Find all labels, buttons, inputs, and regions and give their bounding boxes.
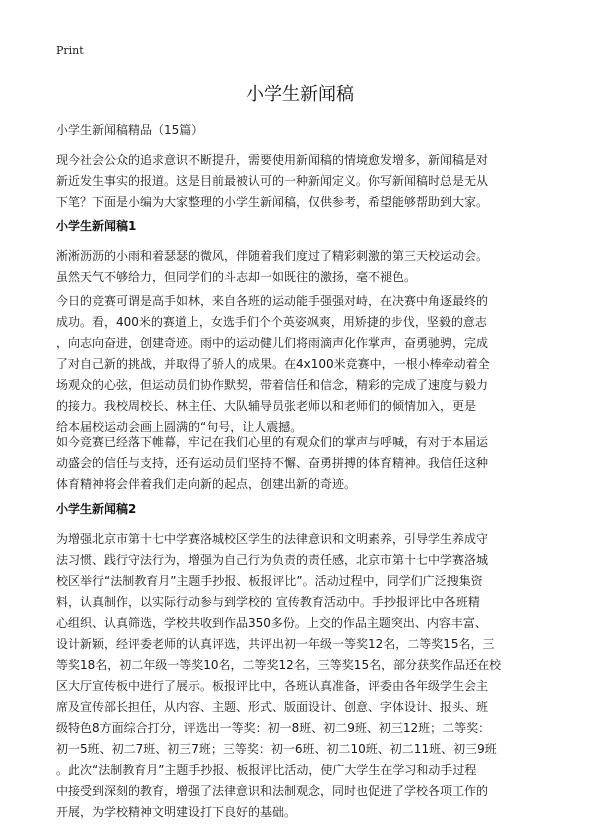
text-line: 下笔？下面是小编为大家整理的小学生新闻稿，仅供参考，希望能够帮助到大家。 [56, 195, 489, 209]
text-line: 动盛会的信任与支持，还有运动员们坚持不懈、奋勇拼搏的体育精神。我信任这种 [56, 456, 489, 470]
section1-paragraph-1 [56, 246, 548, 288]
text-line: 成功。看，400米的赛道上，女选手们个个英姿飒爽，用矫捷的步伐，坚毅的意志 [56, 315, 487, 329]
intro-paragraph [56, 150, 548, 213]
text-line: 级特色8方面综合打分，评选出一等奖：初一8班、初二9班、初三12班；二等奖： [56, 721, 491, 735]
text-line: 新近发生事实的报道。这是目前最被认可的一种新闻定义。你写新闻稿时总是无从 [56, 174, 489, 188]
page-subtitle: 小学生新闻稿精品（15篇） [56, 123, 204, 137]
section1-heading: 小学生新闻稿1 [56, 219, 137, 233]
text-line: 虽然天气不够给力，但同学们的斗志却一如既往的激扬，毫不褪色。 [56, 270, 417, 284]
text-line: 的接力。我校周校长、林主任、大队辅导员张老师以和老师们的倾情加入，更是 [56, 399, 477, 413]
text-line: 初一5班、初二7班、初三7班；三等奖：初一6班、初二10班、初二11班、初三9班 [56, 742, 497, 756]
text-line: ，向志向奋进，创建奇迹。雨中的运动健儿们将雨滴声化作掌声，奋勇驰骋，完成 [56, 336, 489, 350]
text-line: 场观众的心弦，但运动员们协作默契，带着信任和信念，精彩的完成了速度与毅力 [56, 378, 489, 392]
text-line: 料，认真制作，以实际行动参与到学校的 宣传教育活动中。手抄报评比中各班精 [56, 595, 480, 609]
text-line: 中接受到深刻的教育，增强了法律意识和法制观念，同时也促进了学校各项工作的 [56, 784, 489, 798]
text-line: 淅淅沥沥的小雨和着瑟瑟的微风，伴随着我们度过了精彩刺激的第三天校运动会。 [56, 249, 489, 263]
text-line: 体育精神将会伴着我们走向新的起点，创建出新的奇迹。 [56, 477, 357, 491]
section2-paragraph-1 [56, 529, 548, 823]
text-line: 区大厅宣传板中进行了展示。板报评比中，各班认真准备，评委由各年级学生会主 [56, 679, 489, 693]
text-line: 现今社会公众的追求意识不断提升，需要使用新闻稿的情境愈发增多，新闻稿是对 [56, 153, 489, 167]
text-line: 开展，为学校精神文明建设打下良好的基础。 [56, 805, 297, 819]
text-line: 了对自己新的挑战，并取得了骄人的成果。在4x100米竞赛中，一根小棒牵动着全 [56, 357, 490, 371]
text-line: 给本届校运动会画上圆满的“句号，让人震撼。 [56, 420, 303, 434]
text-line: 如今竞赛已经落下帷幕，牢记在我们心里的有观众们的掌声与呼喊，有对于本届运 [56, 435, 489, 449]
text-line: 心组织、认真筛选，学校共收到作品350多份。上交的作品主题突出、内容丰富、 [56, 616, 487, 630]
page-title: 小学生新闻稿 [246, 84, 354, 105]
section2-heading: 小学生新闻稿2 [56, 502, 137, 516]
text-line: 等奖18名，初二年级一等奖10名，二等奖12名，三等奖15名，部分获奖作品还在校 [56, 658, 502, 672]
text-line: 今日的竞赛可谓是高手如林，来自各班的运动能手强强对峙，在决赛中角逐最终的 [56, 294, 489, 308]
text-line: 为增强北京市第十七中学赛洛城校区学生的法律意识和文明素养，引导学生养成守 [56, 532, 489, 546]
text-line: 法习惯、践行守法行为，增强为自己行为负责的责任感，北京市第十七中学赛洛城 [56, 553, 489, 567]
text-line: 席及宣传部长担任，从内容、主题、形式、版面设计、创意、字体设计、报头、班 [56, 700, 489, 714]
text-line: 。此次“法制教育月”主题手抄报、板报评比活动，使广大学生在学习和动手过程 [56, 763, 477, 777]
section1-paragraph-3 [56, 432, 548, 495]
text-line: 校区举行“法制教育月”主题手抄报、板报评比”。活动过程中，同学们广泛搜集资 [56, 574, 483, 588]
text-line: 设计新颖，经评委老师的认真评选，共评出初一年级一等奖12名，二等奖15名，三 [56, 637, 495, 651]
section1-paragraph-2 [56, 291, 548, 438]
print-label: Print [56, 44, 84, 57]
